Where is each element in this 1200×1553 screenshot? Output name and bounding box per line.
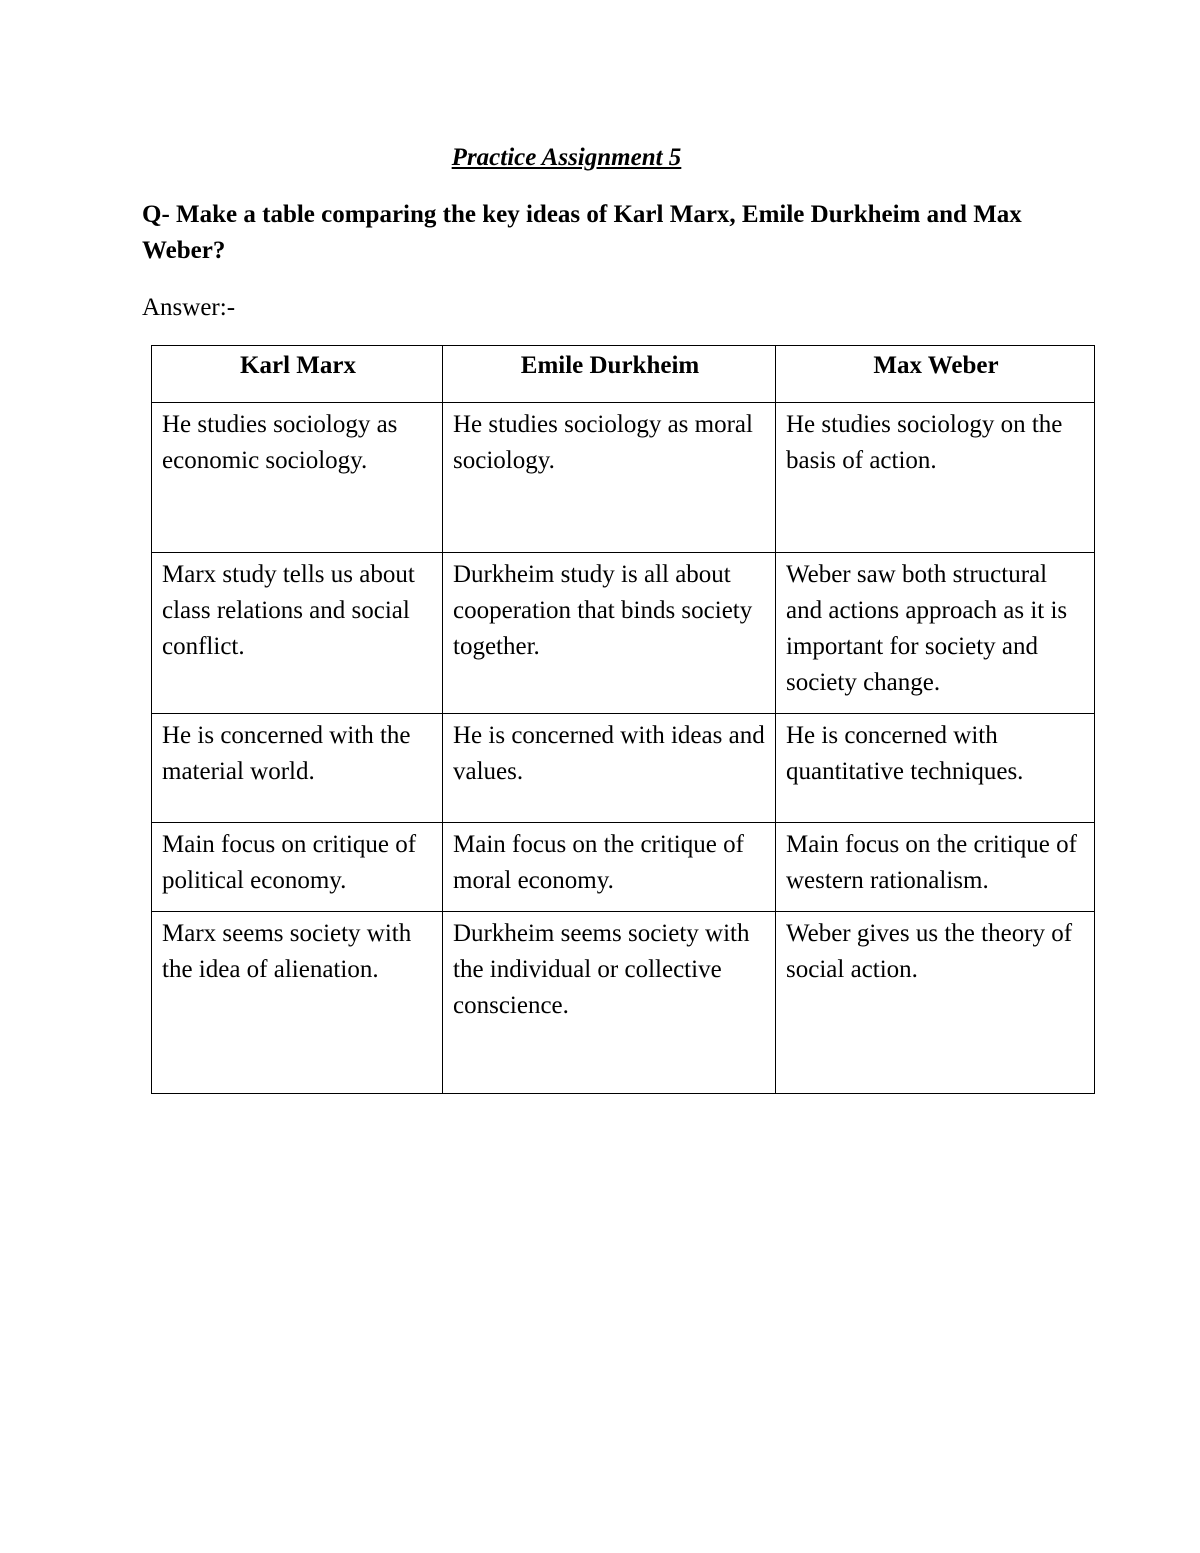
- table-cell: Marx seems society with the idea of alienation.: [152, 912, 443, 1094]
- table-cell: Main focus on the critique of moral economy.: [443, 823, 776, 912]
- table-cell: Durkheim seems society with the individual or collective conscience.: [443, 912, 776, 1094]
- table-row: [152, 912, 1095, 1094]
- table-cell: Weber gives us the theory of social action.: [776, 912, 1095, 1094]
- table-cell: Main focus on the critique of western rationalism.: [776, 823, 1095, 912]
- table-cell: Weber saw both structural and actions approach as it is important for society and society change.: [776, 553, 1095, 714]
- header-karl-marx: Karl Marx: [152, 346, 443, 403]
- header-emile-durkheim: Emile Durkheim: [443, 346, 776, 403]
- table-row: [152, 823, 1095, 912]
- header-max-weber: Max Weber: [776, 346, 1095, 403]
- table-cell: He is concerned with quantitative techniques.: [776, 714, 1095, 823]
- answer-label: Answer:-: [142, 294, 236, 321]
- document-title: Practice Assignment 5: [451, 144, 682, 171]
- table-cell: Durkheim study is all about cooperation that binds society together.: [443, 553, 776, 714]
- question-text: Q- Make a table comparing the key ideas of Karl Marx, Emile Durkheim and Max Weber?: [142, 201, 1022, 264]
- table-cell: He is concerned with the material world.: [152, 714, 443, 823]
- table-row: [152, 403, 1095, 553]
- table-header-row: [152, 346, 1095, 403]
- table-cell: He studies sociology as moral sociology.: [443, 403, 776, 553]
- table-cell: He studies sociology on the basis of action.: [776, 403, 1095, 553]
- table-row: [152, 553, 1095, 714]
- table-row: [152, 714, 1095, 823]
- table-cell: Marx study tells us about class relations and social conflict.: [152, 553, 443, 714]
- table-cell: Main focus on critique of political economy.: [152, 823, 443, 912]
- comparison-table: [151, 345, 1095, 1094]
- table-cell: He studies sociology as economic sociology.: [152, 403, 443, 553]
- table-cell: He is concerned with ideas and values.: [443, 714, 776, 823]
